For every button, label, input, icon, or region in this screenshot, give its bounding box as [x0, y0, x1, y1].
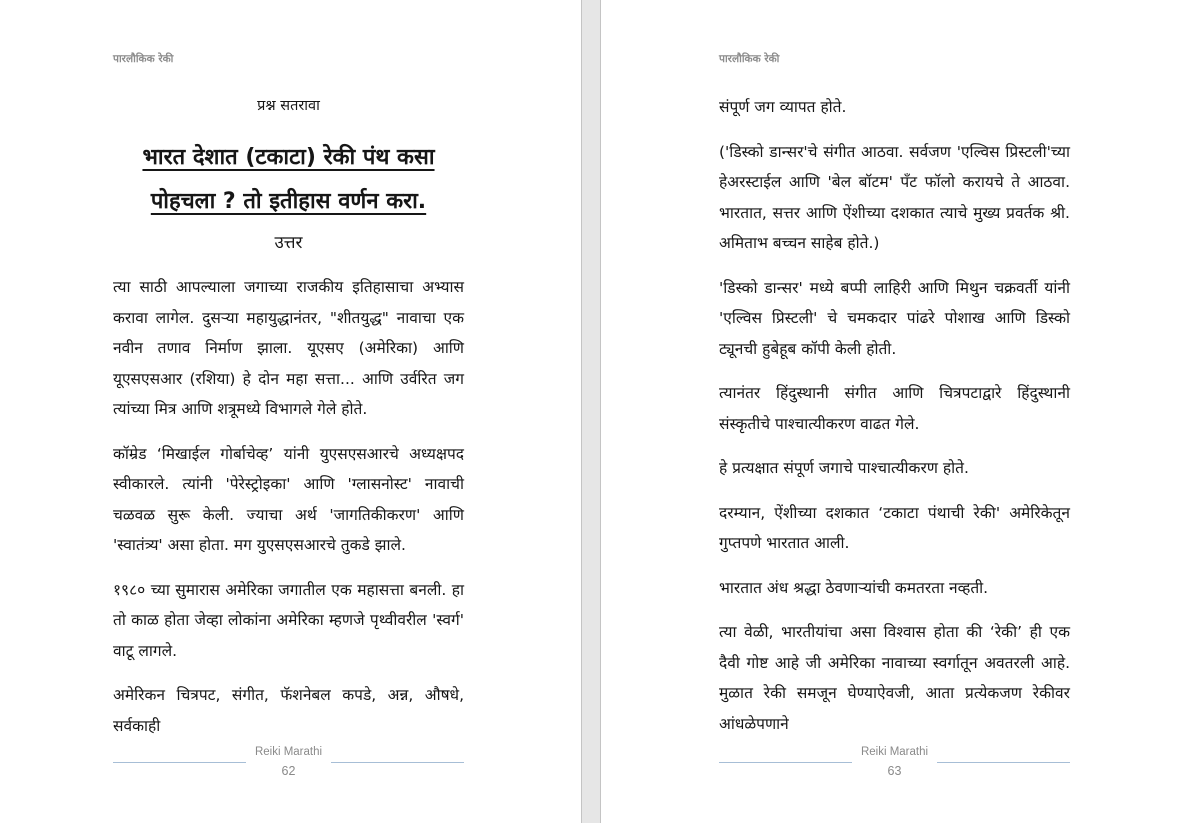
footer-rule-left [719, 762, 852, 763]
running-header: पारलौकिक रेकी [719, 53, 780, 65]
left-page [0, 0, 581, 823]
page-gutter [581, 0, 601, 823]
paragraph: 'डिस्को डान्सर' मध्ये बप्पी लाहिरी आणि मिथुन चक्रवर्ती यांनी 'एल्विस प्रिस्टली' चे चमकदार पांढरे पोशाख आणि डिस्को ट्यूनची हुबेहूब कॉपी केली होती. [719, 278, 1070, 358]
paragraph: कॉम्रेड ‘मिखाईल गोर्बाचेव्ह’ यांनी युएसएसआरचे अध्यक्षपद स्वीकारले. त्यांनी 'पेरेस्ट्रोइका' आणि 'ग्लासनोस्ट' नावाची चळवळ सुरू केली. ज्याचा अर्थ 'जागतिकीकरण' आणि 'स्वातंत्र्य' असा होता. मग युएसएसआरचे तुकडे झाले. [113, 444, 464, 554]
footer-brand: Reiki Marathi [254, 746, 323, 758]
question-title-line-2: पोहचला ? तो इतीहास वर्णन करा. [150, 189, 427, 214]
paragraph: त्यानंतर हिंदुस्थानी संगीत आणि चित्रपटाद्वारे हिंदुस्थानी संस्कृतीचे पाश्चात्यीकरण वाढत गेले. [719, 384, 1070, 433]
paragraph: १९८० च्या सुमारास अमेरिका जगातील एक महासत्ता बनली. हा तो काळ होता जेव्हा लोकांना अमेरिका म्हणजे पृथ्वीवरील 'स्वर्ग' वाटू लागले. [113, 580, 464, 660]
footer-rule-right [331, 762, 464, 763]
question-title-line-1: भारत देशात (टकाटा) रेकी पंथ कसा [142, 145, 435, 170]
paragraph: अमेरिकन चित्रपट, संगीत, फॅशनेबल कपडे, अन्न, औषधे, सर्वकाही [113, 686, 464, 735]
running-header: पारलौकिक रेकी [113, 53, 174, 65]
right-page [601, 0, 1179, 823]
paragraph: त्या वेळी, भारतीयांचा असा विश्वास होता की ‘रेकी’ ही एक दैवी गोष्ट आहे जी अमेरिका नावाच्या स्वर्गातून अवतरली आहे. मुळात रेकी समजून घेण्याऐवजी, आता प्रत्येकजण रेकीवर आंधळेपणाने [719, 623, 1070, 733]
page-footer [113, 744, 464, 784]
question-number: प्रश्न सतरावा [257, 98, 320, 114]
page-number: 62 [281, 764, 296, 778]
paragraph: हे प्रत्यक्षात संपूर्ण जगाचे पाश्चात्यीकरण होते. [719, 459, 969, 477]
paragraph: संपूर्ण जग व्यापत होते. [719, 98, 847, 116]
paragraph: दरम्यान, ऐंशीच्या दशकात ‘टकाटा पंथाची रेकी' अमेरिकेतून गुप्तपणे भारतात आली. [719, 503, 1070, 552]
answer-label: उत्तर [274, 233, 303, 253]
paragraph: त्या साठी आपल्याला जगाच्या राजकीय इतिहासाचा अभ्यास करावा लागेल. दुसऱ्या महायुद्धानंतर, "शीतयुद्ध" नावाचा एक नवीन तणाव निर्माण झाला. यूएसए (अमेरिका) आणि यूएसएसआर (रशिया) हे दोन महा सत्ता... आणि उर्वरित जग त्यांच्या मित्र आणि शत्रूमध्ये विभागले गेले होते. [113, 278, 464, 418]
page-content [113, 92, 464, 741]
paragraph: ('डिस्को डान्सर'चे संगीत आठवा. सर्वजण 'एल्विस प्रिस्टली'च्या हेअरस्टाईल आणि 'बेल बॉटम' पँट फॉलो करायचे ते आठवा. भारतात, सत्तर आणि ऐंशीच्या दशकात त्याचे मुख्य प्रवर्तक श्री. अमिताभ बच्चन साहेब होते.) [719, 142, 1070, 252]
page-number: 63 [887, 764, 902, 778]
paragraph: भारतात अंध श्रद्धा ठेवणाऱ्यांची कमतरता नव्हती. [719, 578, 989, 597]
footer-brand: Reiki Marathi [860, 746, 929, 758]
footer-rule-left [113, 762, 246, 763]
page-content [719, 92, 1070, 739]
page-footer [719, 744, 1070, 784]
footer-rule-right [937, 762, 1070, 763]
